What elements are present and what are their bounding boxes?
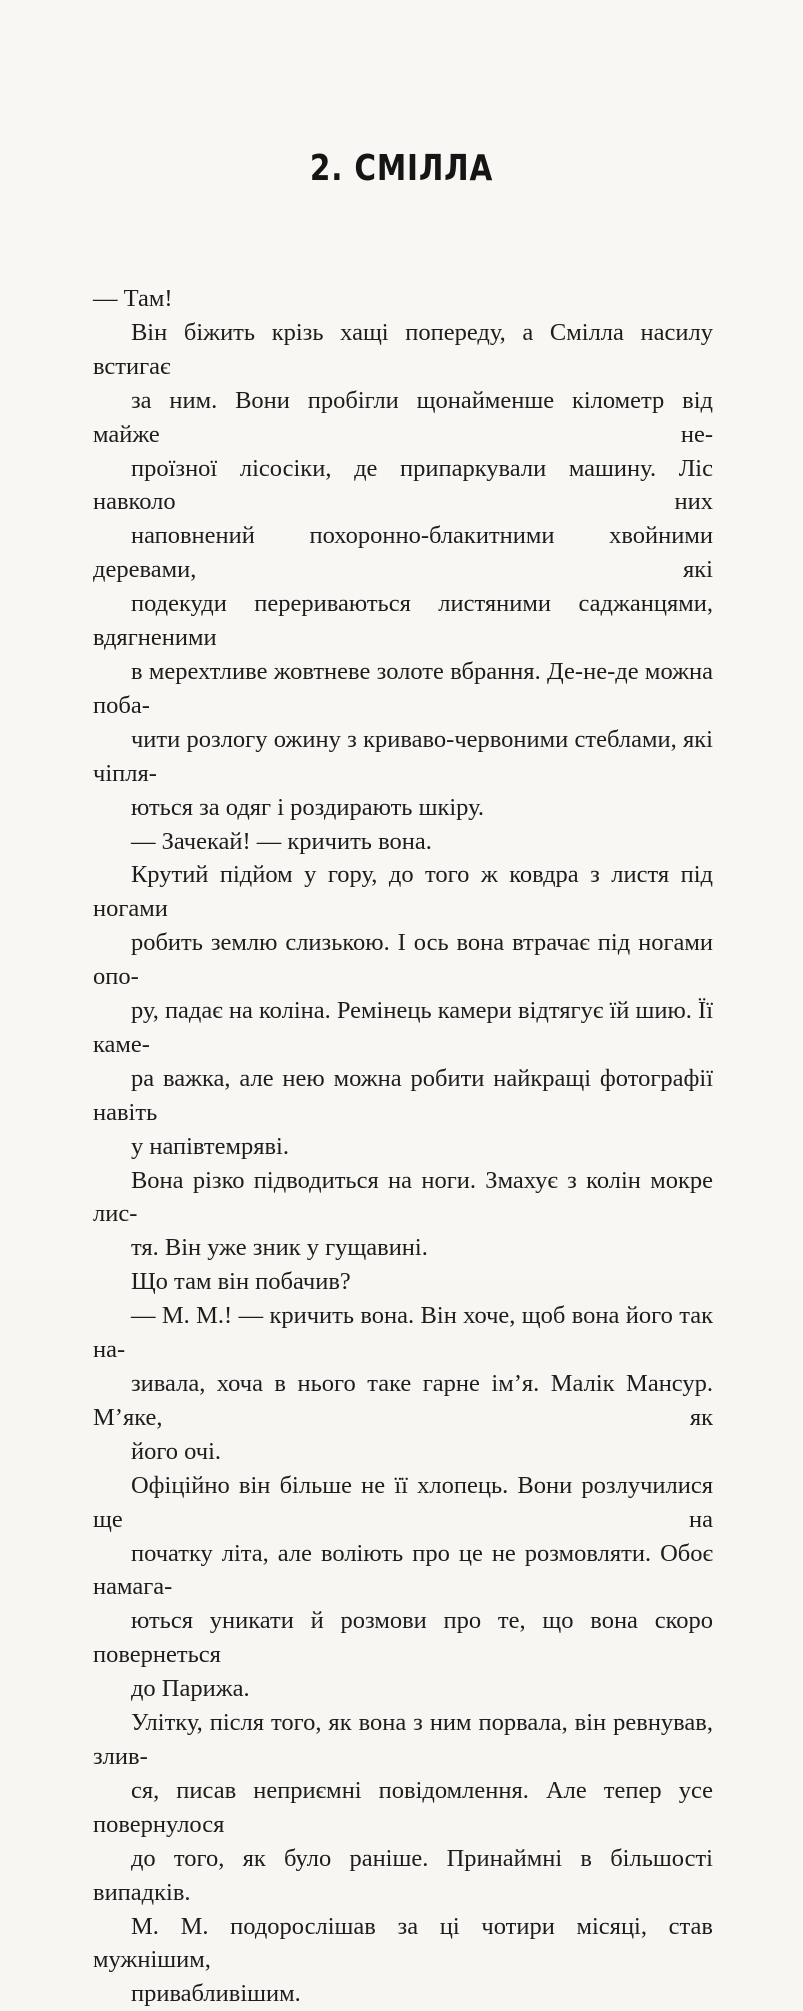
text-line: — М. М.! — кричить вона. Він хоче, щоб вона його так на-: [93, 1299, 713, 1367]
text-line: ру, падає на коліна. Ремінець камери відтягує їй шию. Її каме-: [93, 994, 713, 1062]
paragraph: [93, 1265, 713, 1299]
text-line: тя. Він уже зник у гущавині.: [93, 1231, 713, 1265]
chapter-title: 2. СМІЛЛА: [72, 148, 730, 189]
text-line: у напівтемряві.: [93, 1130, 713, 1164]
paragraph: [93, 282, 713, 316]
text-line: зивала, хоча в нього таке гарне ім’я. Малік Мансур. М’яке, як: [93, 1367, 713, 1435]
text-line: чити розлогу ожину з криваво-червоними стеблами, які чіпля-: [93, 723, 713, 791]
text-line: ся, писав неприємні повідомлення. Але тепер усе повернулося: [93, 1774, 713, 1842]
text-line: подекуди перериваються листяними саджанцями, вдягненими: [93, 587, 713, 655]
text-line: за ним. Вони пробігли щонайменше кілометр від майже не-: [93, 384, 713, 452]
text-line: ються за одяг і роздирають шкіру.: [93, 791, 713, 825]
paragraph: [93, 1469, 713, 1706]
text-line: Крутий підйом у гору, до того ж ковдра з листя під ногами: [93, 858, 713, 926]
text-line: Улітку, після того, як вона з ним порвала, він ревнував, злив-: [93, 1706, 713, 1774]
paragraph: [93, 1910, 713, 2011]
text-line: ра важка, але нею можна робити найкращі фотографії навіть: [93, 1062, 713, 1130]
chapter-body: [93, 282, 713, 2011]
text-line: ються уникати й розмови про те, що вона скоро повернеться: [93, 1604, 713, 1672]
text-line: Що там він побачив?: [93, 1265, 713, 1299]
paragraph: [93, 316, 713, 825]
text-line: початку літа, але воліють про це не розмовляти. Обоє намага-: [93, 1537, 713, 1605]
text-line: проїзної лісосіки, де припаркували машину. Ліс навколо них: [93, 452, 713, 520]
paragraph: [93, 1164, 713, 1266]
text-line: робить землю слизькою. І ось вона втрачає під ногами опо-: [93, 926, 713, 994]
paragraph: [93, 858, 713, 1163]
text-line: Він біжить крізь хащі попереду, а Смілла насилу встигає: [93, 316, 713, 384]
text-line: до того, як було раніше. Принаймні в більшості випадків.: [93, 1842, 713, 1910]
text-line: М. М. подорослішав за ці чотири місяці, став мужнішим,: [93, 1910, 713, 1978]
text-line: Вона різко підводиться на ноги. Змахує з колін мокре лис-: [93, 1164, 713, 1232]
text-line: привабливішим.: [93, 1977, 713, 2011]
text-line: — Там!: [93, 282, 713, 316]
text-line: його очі.: [93, 1435, 713, 1469]
paragraph: [93, 1299, 713, 1469]
paragraph: [93, 825, 713, 859]
text-line: — Зачекай! — кричить вона.: [93, 825, 713, 859]
text-line: Офіційно він більше не її хлопець. Вони розлучилися ще на: [93, 1469, 713, 1537]
paragraph: [93, 1706, 713, 1909]
text-line: наповнений похоронно-блакитними хвойними деревами, які: [93, 519, 713, 587]
text-line: в мерехтливе жовтневе золоте вбрання. Де-не-де можна поба-: [93, 655, 713, 723]
text-line: до Парижа.: [93, 1672, 713, 1706]
